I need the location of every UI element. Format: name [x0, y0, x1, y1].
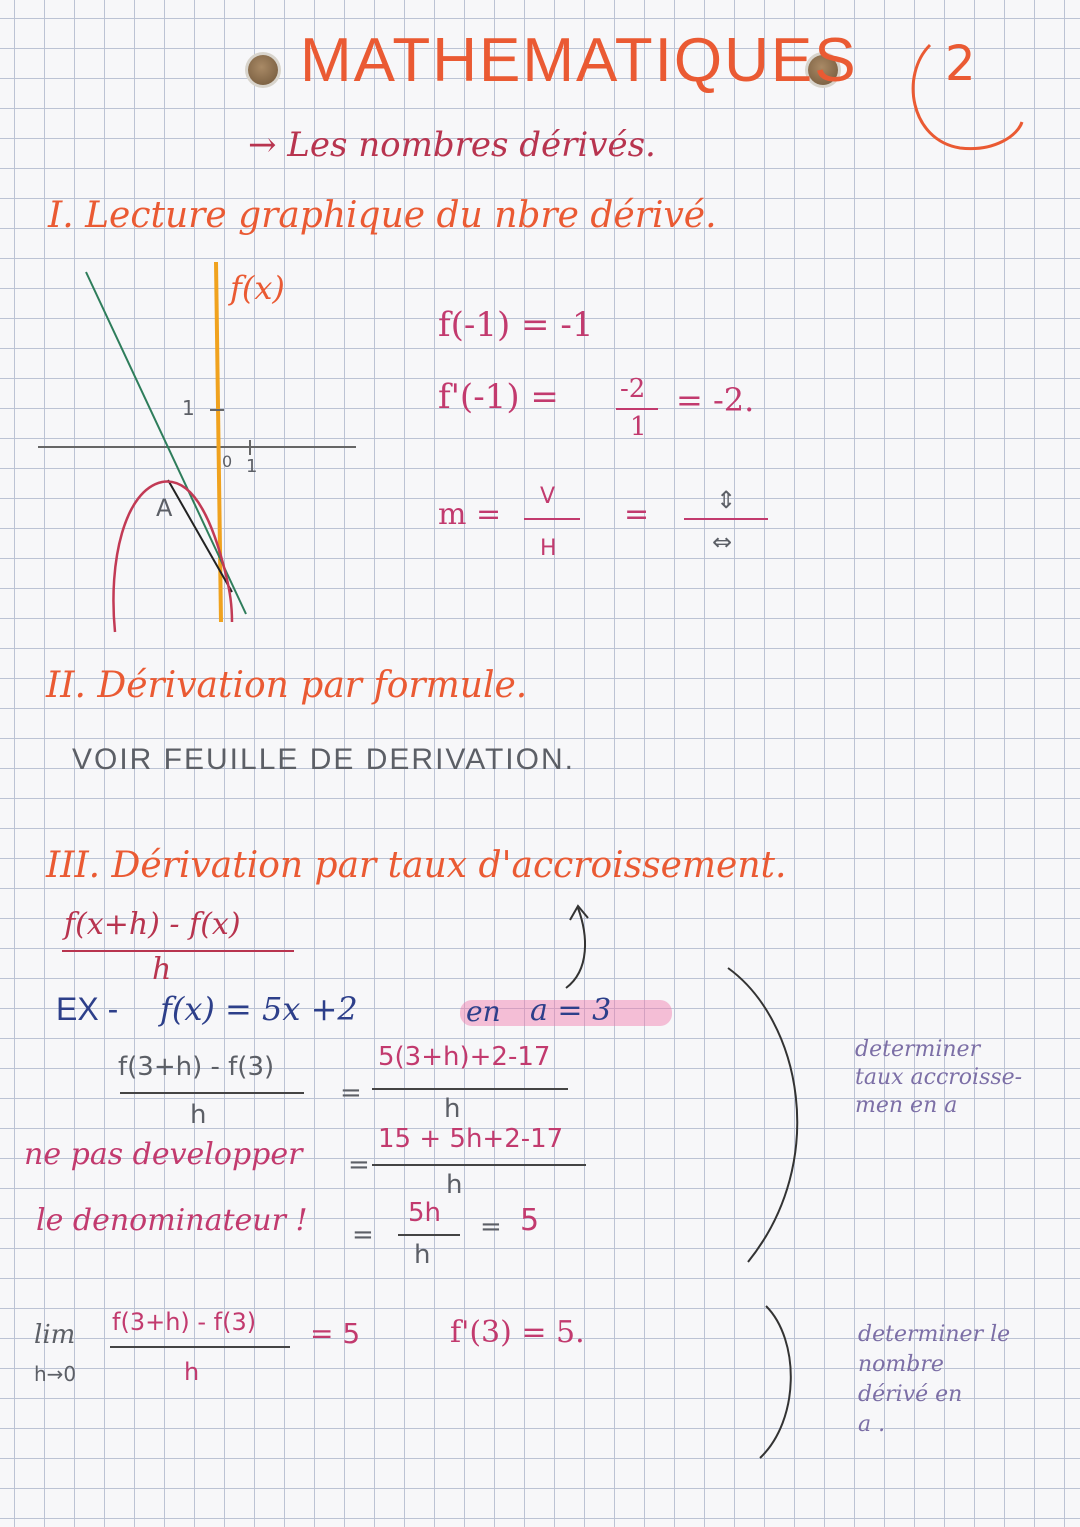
rate-formula-numerator: f(x+h) - f(x) — [64, 907, 241, 942]
calc-step1-denominator: h — [444, 1094, 461, 1124]
f-prime-label: f'(-1) = — [438, 377, 559, 417]
horizontal-arrow-icon: ⇔ — [712, 528, 733, 556]
example-point: a = 3 — [530, 993, 612, 1028]
page-title: MATHEMATIQUES — [300, 26, 858, 95]
calc-lhs-numerator: f(3+h) - f(3) — [118, 1052, 275, 1082]
calc-step2-numerator: 15 + 5h+2-17 — [378, 1124, 564, 1154]
side-note-1-line: men en a — [855, 1093, 958, 1118]
warning-line-1: ne pas developper — [24, 1137, 303, 1172]
limit-denominator: h — [184, 1358, 200, 1386]
slope-numerator: V — [540, 484, 556, 509]
limit-numerator: f(3+h) - f(3) — [112, 1308, 257, 1336]
slope-denominator: H — [540, 536, 557, 561]
side-note-2-line: a . — [858, 1412, 886, 1437]
calc-eq-3: = — [352, 1220, 374, 1250]
section-1-heading: I. Lecture graphique du nbre dérivé. — [48, 195, 717, 236]
example-function: f(x) = 5x +2 — [160, 990, 358, 1028]
section-2-heading: II. Dérivation par formule. — [46, 665, 528, 706]
limit-subscript: h→0 — [34, 1362, 77, 1386]
calc-step3-numerator: 5h — [408, 1198, 442, 1228]
limit-lim: lim — [34, 1320, 76, 1350]
calc-step1-numerator: 5(3+h)+2-17 — [378, 1042, 551, 1072]
page-number: 2 — [945, 36, 976, 92]
graph-function-label: f(x) — [230, 269, 285, 307]
limit-result: = 5 — [310, 1317, 361, 1350]
side-note-1-line: taux accroisse- — [855, 1065, 1023, 1090]
graph-y-tick-label: 1 — [182, 396, 195, 420]
f-prime-denominator: 1 — [630, 412, 647, 442]
f-prime-numerator: -2 — [620, 374, 646, 404]
side-note-1 — [855, 1036, 1022, 1120]
slope-equals: = — [624, 497, 650, 532]
calc-step3-denominator: h — [414, 1240, 431, 1270]
calc-eq-4: = — [480, 1212, 502, 1242]
calc-lhs-denominator: h — [190, 1100, 207, 1130]
limit-fraction-bar — [110, 1346, 290, 1348]
example-prefix: EX - — [56, 991, 119, 1027]
section-3-heading: III. Dérivation par taux d'accroissement. — [46, 845, 787, 886]
example-at: en — [466, 995, 501, 1028]
calc-step2-denominator: h — [446, 1170, 463, 1200]
graph-point-label: A — [156, 494, 173, 522]
side-note-2-line: dérivé en — [858, 1382, 963, 1407]
side-note-2-line: determiner le — [858, 1322, 1011, 1347]
side-note-1-line: determiner — [855, 1037, 981, 1062]
side-note-2-line: nombre — [858, 1352, 944, 1377]
f-value-formula: f(-1) = -1 — [438, 305, 594, 345]
section-2-note: VOIR FEUILLE DE DERIVATION. — [72, 743, 575, 776]
f-prime-result: = -2. — [676, 381, 755, 419]
rate-formula-denominator: h — [152, 952, 172, 987]
vertical-arrow-icon: ⇕ — [716, 486, 737, 514]
slope-label: m = — [438, 497, 502, 532]
calc-eq-1: = — [340, 1078, 362, 1108]
page-subtitle: → Les nombres dérivés. — [248, 125, 656, 165]
warning-line-2: le denominateur ! — [36, 1203, 308, 1238]
side-note-2 — [858, 1320, 1010, 1440]
graph-origin-label: 0 — [222, 452, 233, 471]
limit-conclusion: f'(3) = 5. — [450, 1315, 585, 1350]
calc-step3-result: 5 — [520, 1203, 540, 1238]
calc-eq-2: = — [348, 1150, 370, 1180]
graph-x-tick-label: 1 — [246, 456, 258, 477]
